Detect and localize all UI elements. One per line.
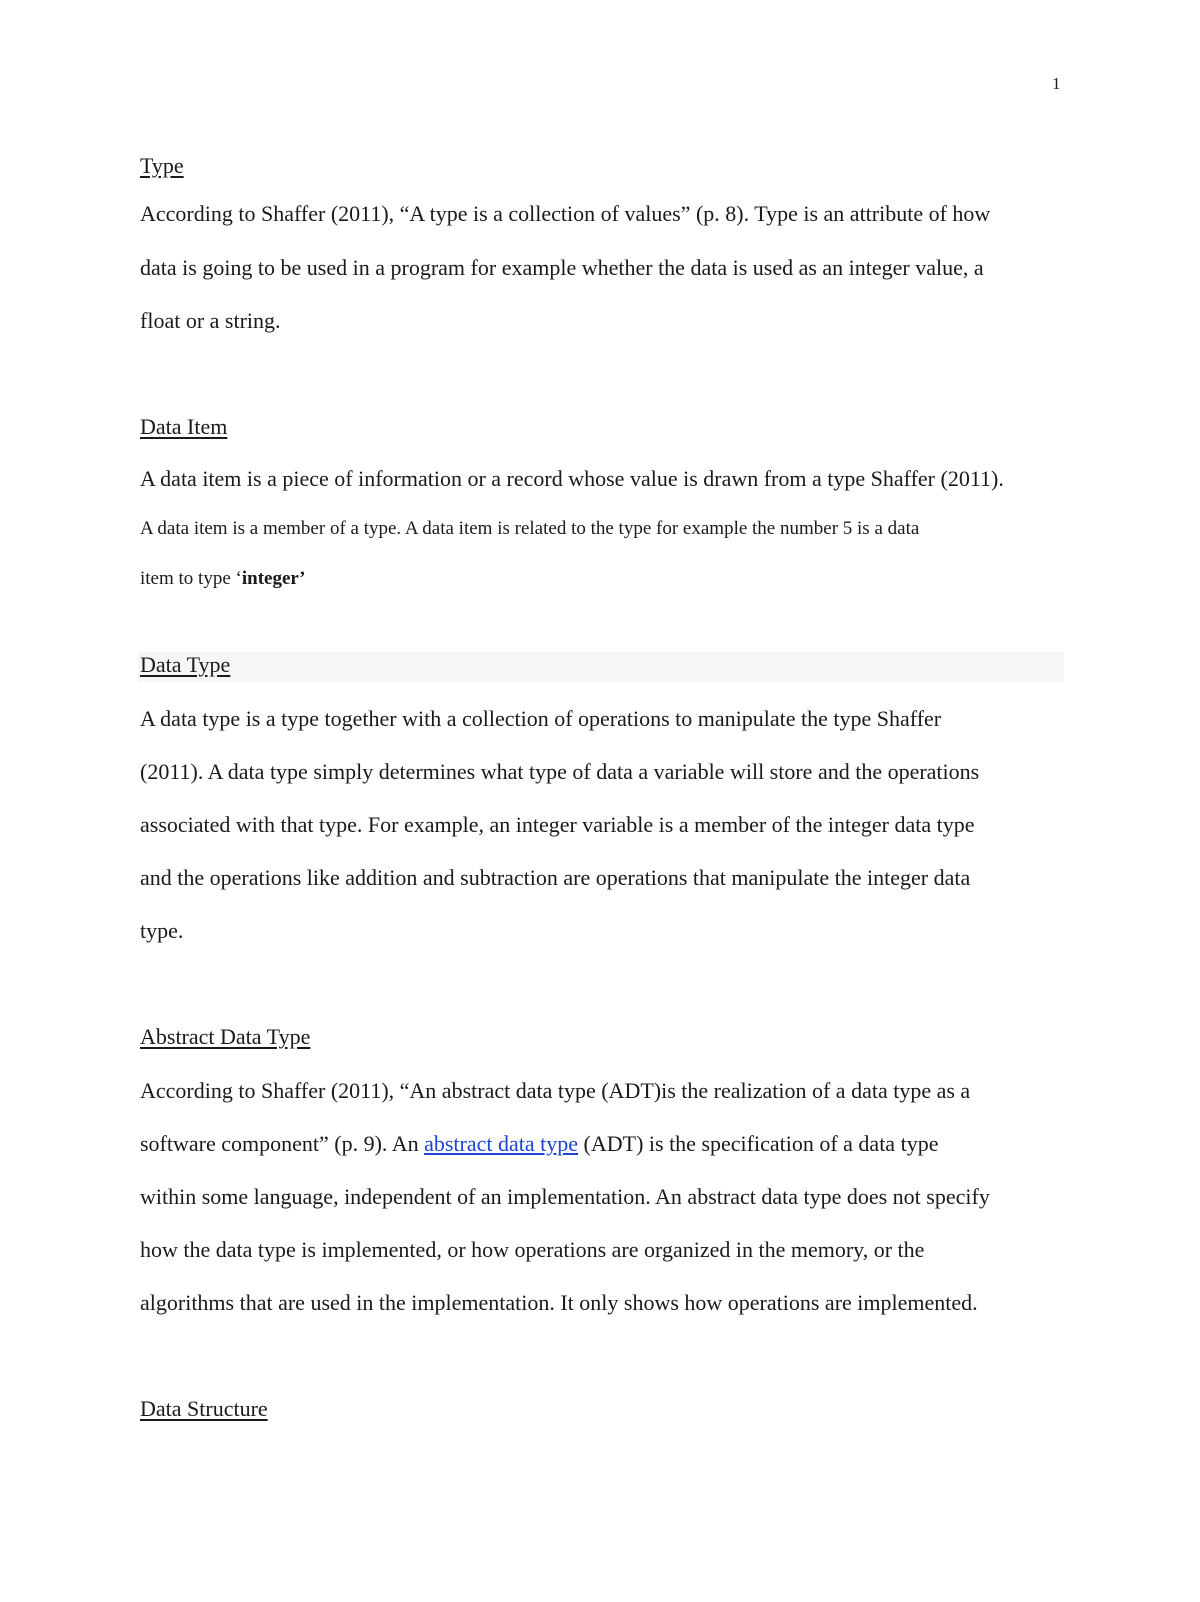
data-type-line-1: A data type is a type together with a collection of operations to manipulate the type Shaffer [140, 706, 942, 731]
data-type-line-5: type. [140, 918, 184, 943]
highlight-band [138, 652, 1064, 682]
heading-type: Type [140, 153, 184, 178]
integer-term: integer’ [241, 568, 306, 589]
heading-data-structure: Data Structure [140, 1396, 268, 1421]
data-item-line-3 [140, 566, 306, 592]
type-line-1: According to Shaffer (2011), “A type is a collection of values” (p. 8). Type is an attribute of how [140, 201, 991, 226]
data-type-line-2: (2011). A data type simply determines what type of data a variable will store and the operations [140, 759, 980, 784]
adt-line-2-start: software component” (p. 9). An [140, 1131, 425, 1156]
data-item-line-3-text: item to type ‘ [140, 568, 242, 589]
adt-line-5: algorithms that are used in the implementation. It only shows how operations are implemented. [140, 1290, 978, 1315]
type-line-2: data is going to be used in a program for example whether the data is used as an integer value, a [140, 255, 984, 280]
adt-line-3: within some language, independent of an implementation. An abstract data type does not specify [140, 1184, 990, 1209]
heading-data-item: Data Item [140, 414, 228, 439]
data-item-line-2: A data item is a member of a type. A data item is related to the type for example the number 5 is a data [140, 518, 920, 539]
adt-line-4: how the data type is implemented, or how operations are organized in the memory, or the [140, 1237, 925, 1262]
adt-line-2 [140, 1131, 938, 1157]
data-type-line-4: and the operations like addition and subtraction are operations that manipulate the integer data [140, 865, 971, 890]
abstract-data-type-link[interactable]: abstract data type [424, 1131, 579, 1156]
type-line-3: float or a string. [140, 308, 281, 333]
data-item-line-1: A data item is a piece of information or a record whose value is drawn from a type Shaffer (2011). [140, 466, 1004, 491]
heading-abstract-data-type: Abstract Data Type [140, 1024, 311, 1049]
adt-line-2-end: (ADT) is the specification of a data type [578, 1131, 939, 1156]
page-number: 1 [1052, 74, 1061, 93]
data-type-line-3: associated with that type. For example, an integer variable is a member of the integer data type [140, 812, 975, 837]
heading-data-type: Data Type [140, 652, 231, 677]
adt-line-1: According to Shaffer (2011), “An abstract data type (ADT)is the realization of a data type as a [140, 1078, 971, 1103]
